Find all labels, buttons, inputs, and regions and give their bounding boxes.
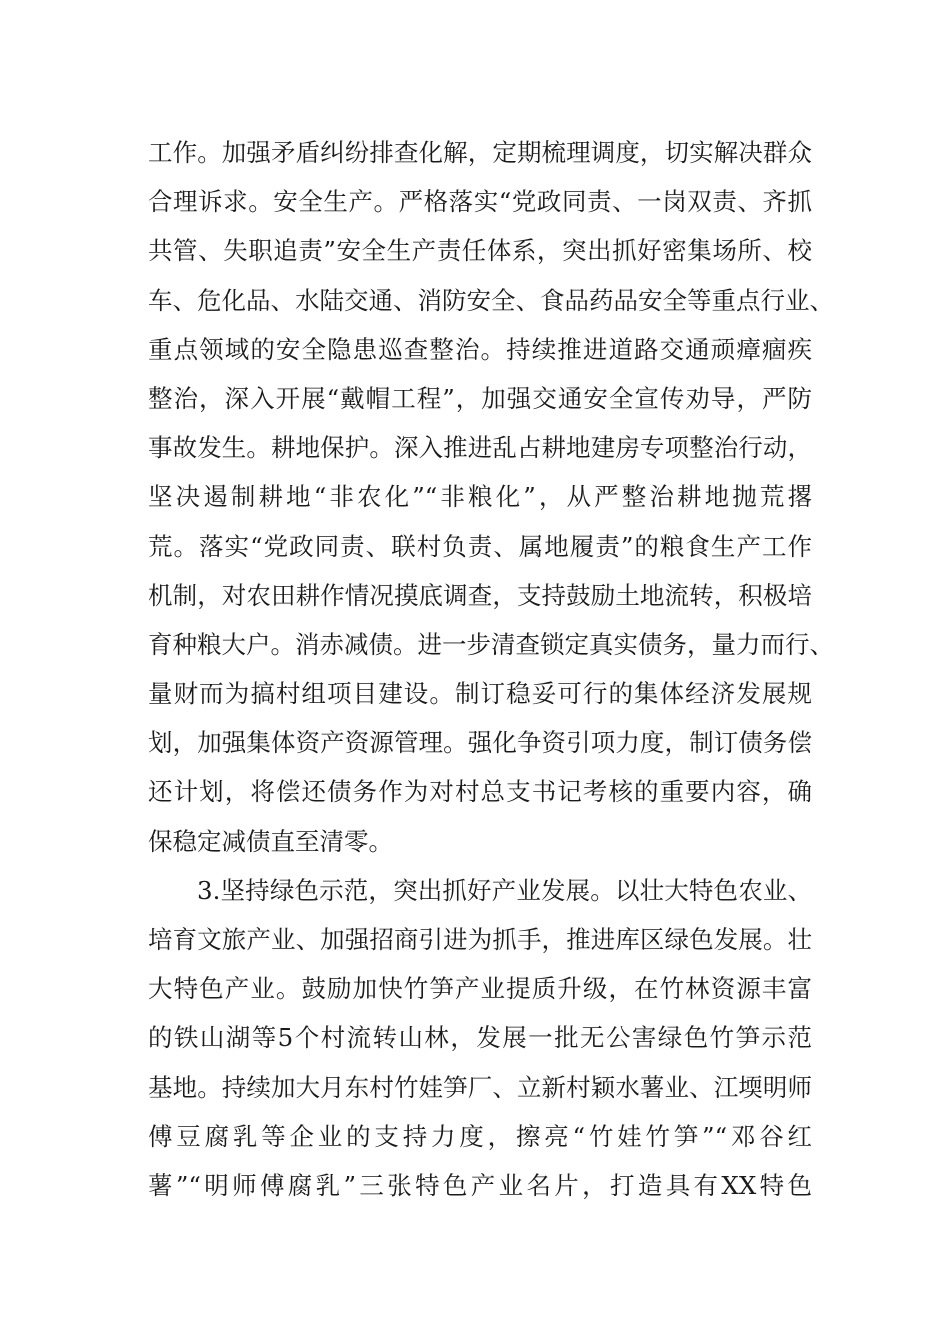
text-line: 重点领域的安全隐患巡查整治。持续推进道路交通顽瘴痼疾 xyxy=(148,334,812,364)
text-line: 大特色产业。鼓励加快竹笋产业提质升级，在竹林资源丰富 xyxy=(148,974,812,1004)
text-line: 共管、失职追责”安全生产责任体系，突出抓好密集场所、校 xyxy=(148,236,812,266)
text-line: 事故发生。耕地保护。深入推进乱占耕地建房专项整治行动， xyxy=(148,433,812,463)
text-line: 机制，对农田耕作情况摸底调查，支持鼓励土地流转，积极培 xyxy=(148,580,812,610)
text-line: 荒。落实“党政同责、联村负责、属地履责”的粮食生产工作 xyxy=(148,531,812,561)
text-line: 整治，深入开展“戴帽工程”，加强交通安全宣传劝导，严防 xyxy=(148,383,812,413)
text-line: 薯”“明师傅腐乳”三张特色产业名片，打造具有XX特色 xyxy=(148,1170,812,1200)
text-line: 合理诉求。安全生产。严格落实“党政同责、一岗双责、齐抓 xyxy=(148,187,812,217)
text-line: 还计划，将偿还债务作为对村总支书记考核的重要内容，确 xyxy=(148,777,812,807)
text-line: 保稳定减债直至清零。 xyxy=(148,826,393,856)
text-line: 工作。加强矛盾纠纷排查化解，定期梳理调度，切实解决群众 xyxy=(148,138,812,167)
body-text xyxy=(148,128,834,1210)
text-line: 傅豆腐乳等企业的支持力度，擦亮“竹娃竹笋”“邓谷红 xyxy=(148,1121,812,1151)
section-heading-line: 3.坚持绿色示范，突出抓好产业发展。以壮大特色农业、 xyxy=(197,875,812,905)
paragraph-safety-land-debt xyxy=(148,128,834,866)
text-line: 车、危化品、水陆交通、消防安全、食品药品安全等重点行业、 xyxy=(148,285,834,315)
text-line: 的铁山湖等5个村流转山林，发展一批无公害绿色竹笋示范 xyxy=(148,1023,812,1053)
text-line: 基地。持续加大月东村竹娃笋厂、立新村颖水薯业、江堧明师 xyxy=(148,1072,812,1102)
text-line: 坚决遏制耕地“非农化”“非粮化”，从严整治耕地抛荒撂 xyxy=(148,482,812,512)
text-line: 量财而为搞村组项目建设。制订稳妥可行的集体经济发展规 xyxy=(148,679,812,709)
text-line: 育种粮大户。消赤减债。进一步清查锁定真实债务，量力而行、 xyxy=(148,629,834,659)
text-line: 划，加强集体资产资源管理。强化争资引项力度，制订债务偿 xyxy=(148,728,812,758)
paragraph-green-industry xyxy=(148,866,812,1210)
text-line: 培育文旅产业、加强招商引进为抓手，推进库区绿色发展。壮 xyxy=(148,925,812,954)
